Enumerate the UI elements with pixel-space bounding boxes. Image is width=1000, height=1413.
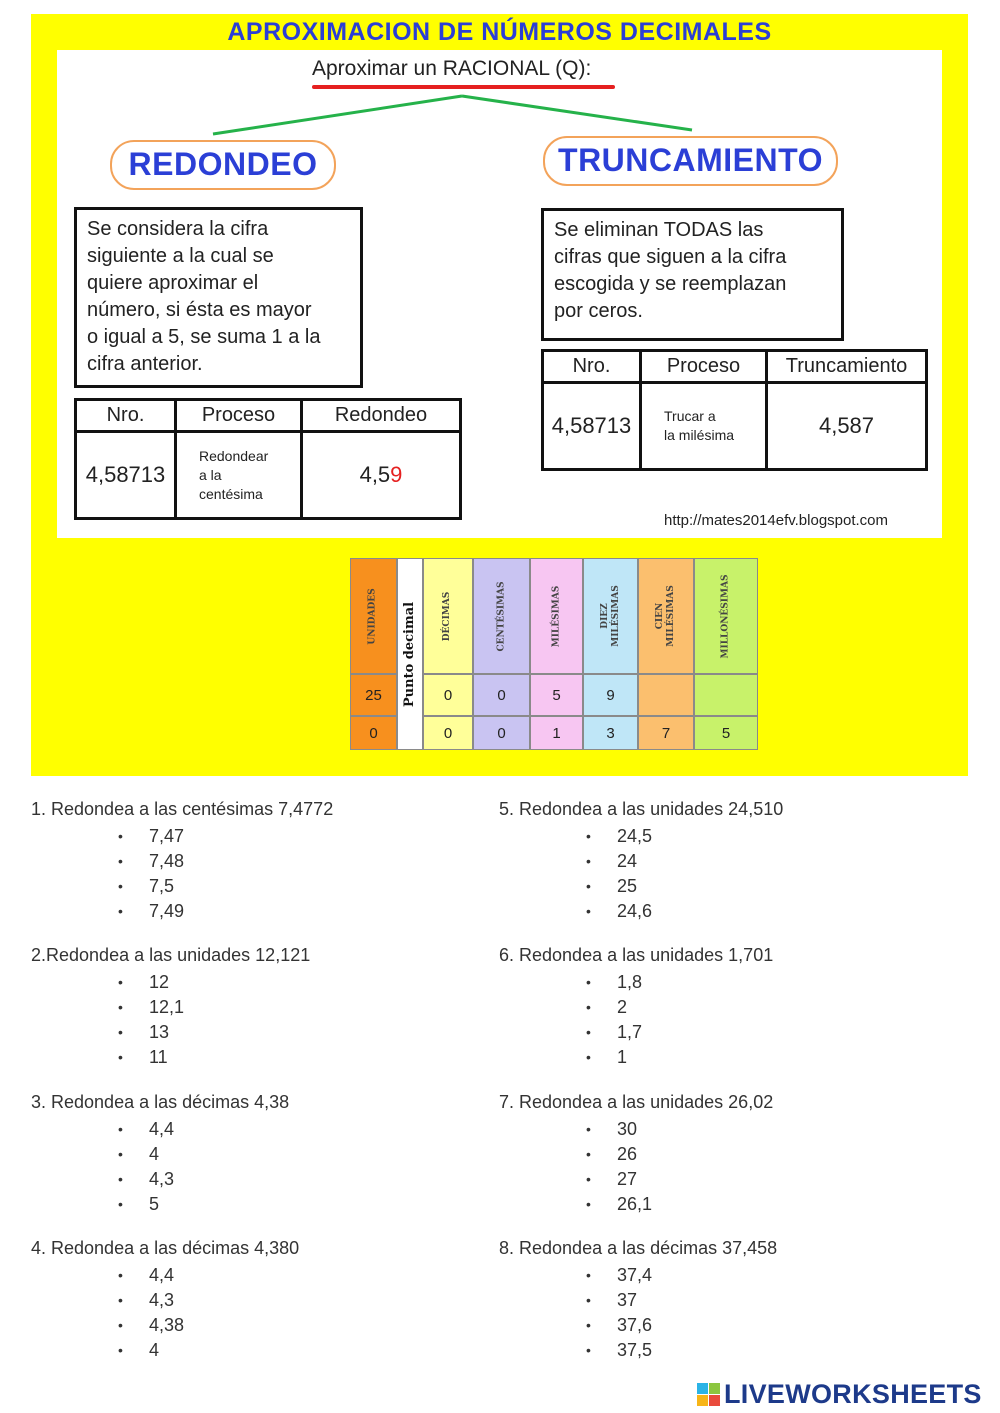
table-header: Proceso	[641, 351, 767, 383]
bullet-icon: •	[118, 1292, 123, 1308]
answer-option-label: 7,48	[149, 851, 185, 871]
place-value-label: DIEZ MILÉSIMAS	[599, 585, 621, 647]
place-value-digit: 0	[473, 674, 530, 716]
place-value-digit: 3	[583, 716, 638, 750]
answer-option-label: 5	[149, 1194, 160, 1214]
answer-option[interactable]	[499, 874, 783, 899]
bullet-icon: •	[586, 828, 591, 844]
logo-square	[709, 1383, 720, 1394]
brand-name: LIVEWORKSHEETS	[724, 1379, 982, 1409]
question-block	[499, 1238, 777, 1363]
result-rounded-digit: 9	[390, 462, 403, 487]
answer-option-label: 37,6	[617, 1315, 653, 1335]
answer-option[interactable]	[499, 1117, 773, 1142]
example-number: 4,58713	[76, 432, 176, 519]
bullet-icon: •	[586, 1292, 591, 1308]
place-value-digit: 9	[583, 674, 638, 716]
page-title: APROXIMACION DE NÚMEROS DECIMALES	[227, 18, 772, 46]
answer-option[interactable]	[499, 1338, 777, 1363]
decimal-point-label: Punto decimal	[402, 601, 418, 707]
answer-option[interactable]	[31, 849, 333, 874]
bullet-icon: •	[586, 1024, 591, 1040]
answer-options	[499, 1263, 777, 1363]
answer-option[interactable]	[31, 1313, 299, 1338]
answer-option-label: 1,8	[617, 972, 643, 992]
decimal-point-column	[397, 558, 423, 750]
bullet-icon: •	[118, 828, 123, 844]
answer-option-label: 11	[149, 1047, 168, 1067]
definition-line: escogida y se reemplazan	[554, 273, 787, 295]
place-value-label: CIEN MILÉSIMAS	[655, 585, 677, 647]
answer-option-label: 37,4	[617, 1265, 653, 1285]
process-line: Redondear	[199, 447, 269, 464]
definition-line: quiere aproximar el	[87, 272, 259, 294]
place-value-digit	[638, 674, 694, 716]
answer-option-label: 4,3	[149, 1169, 175, 1189]
bullet-icon: •	[118, 878, 123, 894]
answer-options	[499, 1117, 773, 1217]
bullet-icon: •	[118, 974, 123, 990]
question-block	[499, 945, 773, 1070]
bullet-icon: •	[586, 974, 591, 990]
answer-option-label: 12	[149, 972, 170, 992]
answer-option[interactable]	[499, 970, 773, 995]
question-title: 8. Redondea a las décimas 37,458	[499, 1238, 778, 1258]
bullet-icon: •	[118, 1121, 123, 1137]
question-block	[31, 945, 310, 1070]
bullet-icon: •	[118, 999, 123, 1015]
answer-option[interactable]	[31, 1020, 310, 1045]
place-value-label: MILLONÉSIMAS	[720, 574, 731, 658]
answer-option-label: 4,3	[149, 1290, 175, 1310]
definition-line: Se considera la cifra	[87, 218, 269, 240]
truncamiento-definition	[541, 208, 844, 341]
question-block	[31, 799, 333, 924]
answer-option-label: 24,6	[617, 901, 653, 921]
logo-square	[709, 1395, 720, 1406]
answer-option[interactable]	[31, 1192, 289, 1217]
answer-option-label: 12,1	[149, 997, 185, 1017]
process-line: a la	[199, 466, 222, 483]
answer-option-label: 24	[617, 851, 638, 871]
answer-option[interactable]	[31, 995, 310, 1020]
bullet-icon: •	[586, 1171, 591, 1187]
example-process	[176, 432, 302, 519]
place-value-header	[583, 558, 638, 674]
place-value-digit: 5	[530, 674, 583, 716]
definition-line: número, si ésta es mayor	[87, 299, 312, 321]
place-value-header	[473, 558, 530, 674]
question-title: 6. Redondea a las unidades 1,701	[499, 945, 774, 965]
truncamiento-example-table	[541, 349, 928, 471]
question-title: 5. Redondea a las unidades 24,510	[499, 799, 784, 819]
answer-option[interactable]	[31, 1288, 299, 1313]
table-header: Truncamiento	[767, 351, 927, 383]
liveworksheets-icon	[697, 1383, 721, 1407]
bullet-icon: •	[118, 1342, 123, 1358]
place-value-digit: 0	[423, 716, 473, 750]
definition-line: cifra anterior.	[87, 353, 203, 375]
answer-option[interactable]	[31, 874, 333, 899]
question-block	[31, 1238, 299, 1363]
answer-option-label: 1,7	[617, 1022, 643, 1042]
answer-option[interactable]	[31, 1045, 310, 1070]
logo-square	[697, 1383, 708, 1394]
redondeo-definition	[74, 207, 363, 388]
place-value-digit: 25	[350, 674, 397, 716]
answer-option[interactable]	[499, 1045, 773, 1070]
answer-option-label: 4,38	[149, 1315, 185, 1335]
process-line: centésima	[199, 485, 263, 502]
bullet-icon: •	[586, 853, 591, 869]
answer-option-label: 4	[149, 1144, 160, 1164]
answer-options	[31, 970, 310, 1070]
example-number: 4,58713	[543, 383, 641, 470]
bullet-icon: •	[118, 1146, 123, 1162]
bullet-icon: •	[586, 903, 591, 919]
answer-option-label: 7,47	[149, 826, 185, 846]
answer-options	[31, 824, 333, 924]
place-value-header	[694, 558, 758, 674]
place-value-label: MILÉSIMAS	[551, 585, 562, 647]
answer-option-label: 13	[149, 1022, 170, 1042]
answer-option[interactable]	[31, 1263, 299, 1288]
place-value-header	[350, 558, 397, 674]
definition-line: Se eliminan TODAS las	[554, 219, 764, 241]
table-header: Nro.	[543, 351, 641, 383]
result-prefix: 4,5	[359, 462, 391, 487]
answer-option[interactable]	[499, 1142, 773, 1167]
answer-option-label: 4	[149, 1340, 160, 1360]
definition-line: cifras que siguen a la cifra	[554, 246, 787, 268]
answer-option[interactable]	[31, 1142, 289, 1167]
process-line: Trucar a	[664, 408, 716, 424]
bullet-icon: •	[118, 1267, 123, 1283]
place-value-digit: 7	[638, 716, 694, 750]
place-value-digit: 0	[473, 716, 530, 750]
process-line: la milésima	[664, 427, 735, 443]
answer-option-label: 2	[617, 997, 628, 1017]
example-result: 4,587	[767, 383, 927, 470]
answer-option-label: 24,5	[617, 826, 653, 846]
bullet-icon: •	[586, 1121, 591, 1137]
answer-option-label: 4,4	[149, 1119, 175, 1139]
subtitle: Aproximar un RACIONAL (Q):	[312, 57, 592, 80]
source-url: http://mates2014efv.blogspot.com	[664, 512, 889, 529]
answer-option[interactable]	[31, 970, 310, 995]
answer-option-label: 27	[617, 1169, 638, 1189]
place-value-label: UNIDADES	[368, 587, 378, 645]
answer-options	[499, 824, 783, 924]
answer-options	[499, 970, 773, 1070]
bullet-icon: •	[586, 999, 591, 1015]
bullet-icon: •	[586, 878, 591, 894]
place-value-header	[638, 558, 694, 674]
bullet-icon: •	[118, 853, 123, 869]
place-value-header	[423, 558, 473, 674]
answer-option[interactable]	[31, 1117, 289, 1142]
redondeo-example-table	[74, 398, 462, 520]
answer-option-label: 37,5	[617, 1340, 653, 1360]
truncamiento-label: TRUNCAMIENTO	[543, 136, 838, 186]
definition-line: o igual a 5, se suma 1 a la	[87, 326, 321, 348]
place-value-header	[530, 558, 583, 674]
answer-option[interactable]	[31, 899, 333, 924]
branch-line-right	[462, 96, 692, 130]
answer-option-label: 4,4	[149, 1265, 175, 1285]
answer-option-label: 37	[617, 1290, 638, 1310]
definition-line: siguiente a la cual se	[87, 245, 274, 267]
answer-options	[31, 1117, 289, 1217]
answer-option[interactable]	[499, 824, 783, 849]
answer-option[interactable]	[499, 899, 783, 924]
answer-option-label: 1	[617, 1047, 628, 1067]
answer-options	[31, 1263, 299, 1363]
answer-option-label: 30	[617, 1119, 638, 1139]
answer-option-label: 26	[617, 1144, 638, 1164]
question-title: 3. Redondea a las décimas 4,38	[31, 1092, 290, 1112]
bullet-icon: •	[118, 903, 123, 919]
bullet-icon: •	[118, 1196, 123, 1212]
bullet-icon: •	[586, 1317, 591, 1333]
example-result	[302, 432, 461, 519]
place-value-digit: 5	[694, 716, 758, 750]
answer-option[interactable]	[499, 995, 773, 1020]
redondeo-label: REDONDEO	[110, 140, 336, 190]
answer-option-label: 26,1	[617, 1194, 653, 1214]
question-title: 7. Redondea a las unidades 26,02	[499, 1092, 774, 1112]
question-title: 2.Redondea a las unidades 12,121	[31, 945, 311, 965]
table-header: Redondeo	[302, 400, 461, 432]
place-value-digit: 0	[350, 716, 397, 750]
answer-option[interactable]	[31, 1167, 289, 1192]
bullet-icon: •	[118, 1317, 123, 1333]
answer-option[interactable]	[499, 1263, 777, 1288]
table-header: Nro.	[76, 400, 176, 432]
bullet-icon: •	[118, 1171, 123, 1187]
bullet-icon: •	[118, 1024, 123, 1040]
question-block	[499, 1092, 773, 1217]
answer-option[interactable]	[499, 1313, 777, 1338]
answer-option[interactable]	[31, 824, 333, 849]
answer-option[interactable]	[499, 1192, 773, 1217]
bullet-icon: •	[586, 1342, 591, 1358]
bullet-icon: •	[586, 1049, 591, 1065]
definition-line: por ceros.	[554, 300, 643, 322]
answer-option-label: 25	[617, 876, 638, 896]
answer-option[interactable]	[499, 1288, 777, 1313]
branch-line-left	[213, 96, 462, 134]
place-value-label: CENTÉSIMAS	[496, 581, 506, 651]
bullet-icon: •	[586, 1196, 591, 1212]
question-block	[31, 1092, 289, 1217]
answer-option[interactable]	[499, 1020, 773, 1045]
answer-option-label: 7,5	[149, 876, 175, 896]
place-value-label: DÉCIMAS	[442, 591, 453, 641]
liveworksheets-logo	[697, 1379, 982, 1410]
question-block	[499, 799, 783, 924]
bullet-icon: •	[586, 1267, 591, 1283]
logo-square	[697, 1395, 708, 1406]
place-value-digit	[694, 674, 758, 716]
table-header: Proceso	[176, 400, 302, 432]
bullet-icon: •	[118, 1049, 123, 1065]
bullet-icon: •	[586, 1146, 591, 1162]
example-process	[641, 383, 767, 470]
answer-option[interactable]	[499, 849, 783, 874]
question-title: 1. Redondea a las centésimas 7,4772	[31, 799, 334, 819]
answer-option[interactable]	[499, 1167, 773, 1192]
place-value-digit: 0	[423, 674, 473, 716]
place-value-digit: 1	[530, 716, 583, 750]
question-title: 4. Redondea a las décimas 4,380	[31, 1238, 300, 1258]
answer-option[interactable]	[31, 1338, 299, 1363]
answer-option-label: 7,49	[149, 901, 185, 921]
